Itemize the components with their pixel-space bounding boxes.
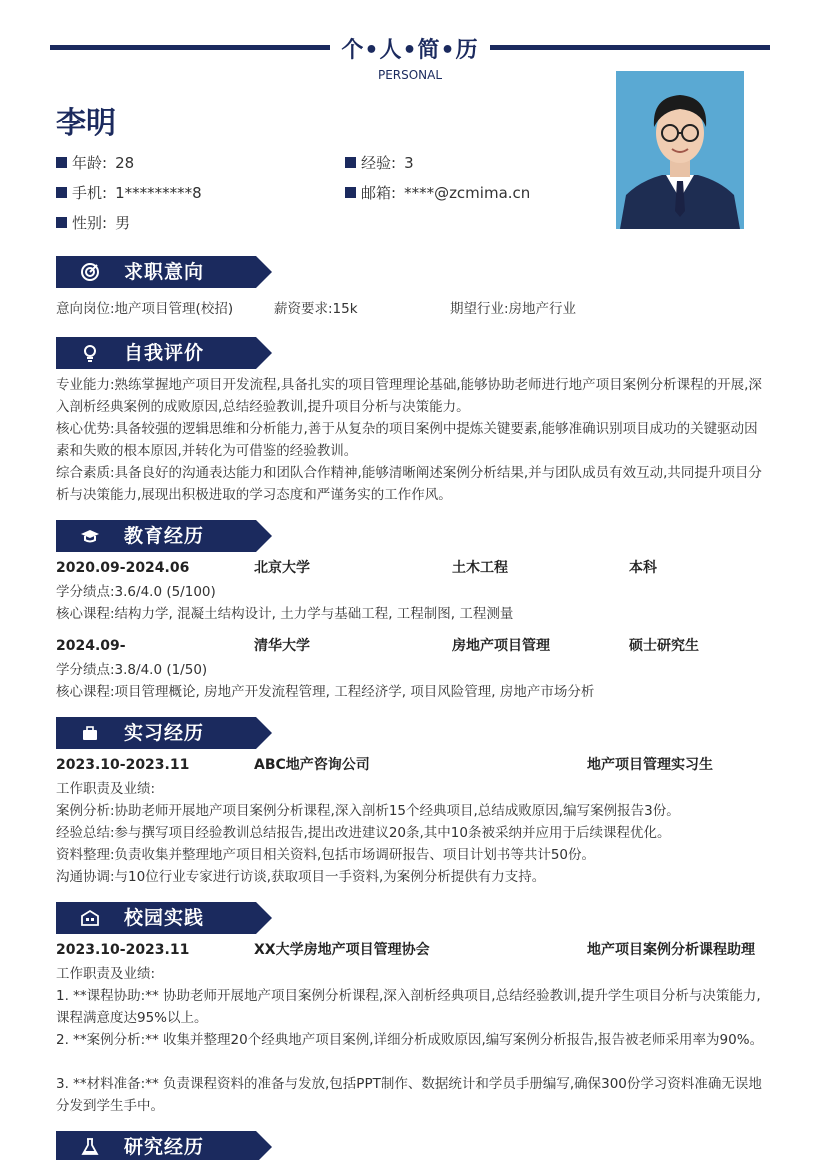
education-row: 2020.09-2024.06 北京大学 土木工程 本科 (56, 560, 657, 576)
section-header-internship (56, 717, 272, 749)
info-phone: 手机: 1*********8 (56, 182, 202, 204)
bullet-square-icon (56, 187, 67, 198)
section-title: 校园实践 (124, 907, 205, 929)
bullet-square-icon (56, 157, 67, 168)
campus-item: 2. **案例分析:** 收集并整理20个经典地产项目案例,详细分析成败原因,编写案例分析报告,报告被老师采用率为90%。 (56, 1032, 764, 1048)
section-header-campus (56, 902, 272, 934)
section-title: 自我评价 (124, 342, 205, 364)
candidate-name: 李明 (56, 106, 116, 141)
campus-row: 2023.10-2023.11 XX大学房地产项目管理协会 地产项目案例分析课程助理 (56, 942, 755, 958)
education-gpa: 学分绩点:3.8/4.0 (1/50) (56, 662, 208, 678)
bullet-square-icon (345, 187, 356, 198)
education-gpa: 学分绩点:3.6/4.0 (5/100) (56, 584, 216, 600)
section-header-research (56, 1131, 272, 1160)
campus-item: 3. **材料准备:** 负责课程资料的准备与发放,包括PPT制作、数据统计和学员手册编写,确保300份学习资料准确无误地分发到学生手中。 (56, 1076, 762, 1114)
bulb-icon (80, 343, 100, 363)
internship-item: 案例分析:协助老师开展地产项目案例分析课程,深入剖析15个经典项目,总结成败原因,编写案例报告3份。 (56, 803, 680, 819)
campus-duty-label: 工作职责及业绩: (56, 966, 156, 982)
briefcase-icon (80, 723, 100, 743)
intent-position: 意向岗位:地产项目管理(校招) (56, 301, 234, 317)
intent-industry: 期望行业:房地产行业 (450, 301, 577, 317)
section-header-intent (56, 256, 272, 288)
building-icon (80, 908, 100, 928)
resume-title: 个•人•简•历 (341, 38, 479, 63)
campus-item: 1. **课程协助:** 协助老师开展地产项目案例分析课程,深入剖析经典项目,总结经验教训,提升学生项目分析与决策能力,课程满意度达95%以上。 (56, 988, 761, 1026)
section-header-education (56, 520, 272, 552)
section-title: 求职意向 (124, 261, 205, 283)
section-title: 实习经历 (124, 722, 205, 744)
info-email: 邮箱: ****@zcmima.cn (345, 182, 530, 204)
profile-photo (616, 71, 744, 229)
self-paragraph-3: 综合素质:具备良好的沟通表达能力和团队合作精神,能够清晰阐述案例分析结果,并与团队成员有效互动,共同提升项目分析与决策能力,展现出积极进取的学习态度和严谨务实的工作作风。 (56, 465, 762, 503)
internship-item: 资料整理:负责收集并整理地产项目相关资料,包括市场调研报告、项目计划书等共计50份。 (56, 847, 596, 863)
header-rule-left (50, 45, 330, 50)
education-courses: 核心课程:结构力学, 混凝土结构设计, 土力学与基础工程, 工程制图, 工程测量 (56, 606, 514, 622)
info-age: 年龄: 28 (56, 152, 134, 174)
section-header-self (56, 337, 272, 369)
internship-item: 经验总结:参与撰写项目经验教训总结报告,提出改进建议20条,其中10条被采纳并应用于后续课程优化。 (56, 825, 671, 841)
header-rule-right (490, 45, 770, 50)
portrait-image (616, 71, 744, 229)
target-icon (80, 262, 100, 282)
self-paragraph-1: 专业能力:熟练掌握地产项目开发流程,具备扎实的项目管理理论基础,能够协助老师进行地产项目案例分析课程的开展,深入剖析经典案例的成败原因,总结经验教训,提升项目分析与决策能力。 (56, 377, 762, 415)
self-paragraph-2: 核心优势:具备较强的逻辑思维和分析能力,善于从复杂的项目案例中提炼关键要素,能够准确识别项目成功的关键驱动因素和失败的根本原因,并转化为可借鉴的经验教训。 (56, 421, 758, 459)
flask-icon (80, 1137, 100, 1157)
section-title: 教育经历 (124, 525, 205, 547)
resume-subtitle: PERSONAL (377, 68, 443, 82)
info-gender: 性别: 男 (56, 212, 130, 234)
section-title: 研究经历 (124, 1136, 205, 1158)
intent-salary: 薪资要求:15k (274, 301, 358, 317)
bullet-square-icon (56, 217, 67, 228)
graduation-cap-icon (80, 526, 100, 546)
education-courses: 核心课程:项目管理概论, 房地产开发流程管理, 工程经济学, 项目风险管理, 房地产市场分析 (56, 684, 595, 700)
internship-item: 沟通协调:与10位行业专家进行访谈,获取项目一手资料,为案例分析提供有力支持。 (56, 869, 546, 885)
bullet-square-icon (345, 157, 356, 168)
internship-duty-label: 工作职责及业绩: (56, 781, 156, 797)
info-experience: 经验: 3 (345, 152, 414, 174)
education-row: 2024.09- 清华大学 房地产项目管理 硕士研究生 (56, 638, 699, 654)
internship-row: 2023.10-2023.11 ABC地产咨询公司 地产项目管理实习生 (56, 757, 713, 773)
